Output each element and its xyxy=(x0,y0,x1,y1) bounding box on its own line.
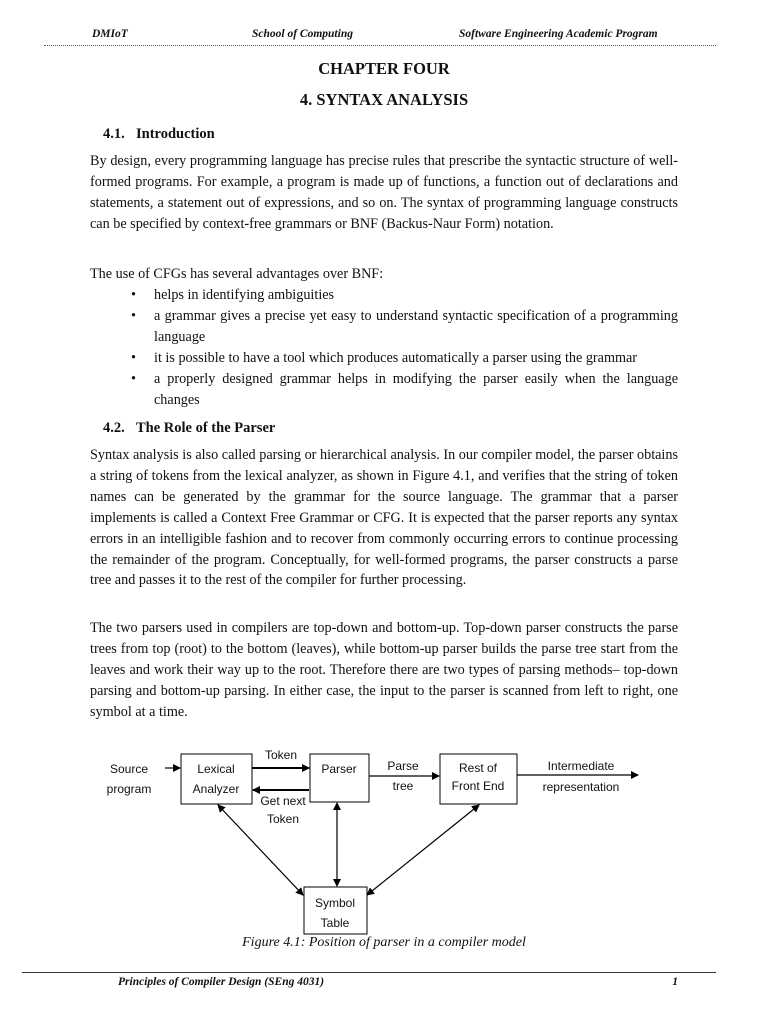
header-program: Software Engineering Academic Program xyxy=(459,28,658,40)
program-label: program xyxy=(106,782,152,796)
list-item: • a grammar gives a precise yet easy to understand syntactic specification of a programming language xyxy=(130,306,678,348)
advantages-list xyxy=(130,285,678,410)
list-item: • a properly designed grammar helps in modifying the parser easily when the language changes xyxy=(130,369,678,411)
section-number: 4.1. xyxy=(103,126,125,142)
intermediate-label: Intermediate xyxy=(547,759,615,773)
footer-divider xyxy=(22,972,716,973)
cfg-advantages-lead: The use of CFGs has several advantages over BNF: xyxy=(90,266,384,282)
parser-label: Parser xyxy=(321,762,357,776)
figure-caption: Figure 4.1: Position of parser in a compiler model xyxy=(242,935,526,950)
analyzer-label: Analyzer xyxy=(192,782,240,796)
running-footer xyxy=(118,976,678,988)
parsers-paragraph: The two parsers used in compilers are top-down and bottom-up. Top-down parser constructs the parse trees from top (root) to the bottom (leaves), while bottom-up parser builds the parse tree start from the leaves and work their way up to the root. Therefore there are two types of parsing methods– top-down parsing and bottom-up parsing. In either case, the input to the parser is scanned from left to right, one symbol at a time. xyxy=(90,620,678,720)
header-school: School of Computing xyxy=(252,28,353,40)
get-next-label: Get next xyxy=(260,794,306,808)
list-item: • it is possible to have a tool which produces automatically a parser using the grammar xyxy=(130,348,678,369)
lexical-label: Lexical xyxy=(197,762,235,776)
intro-paragraph: By design, every programming language has precise rules that prescribe the syntactic structure of well-formed programs. For example, a program is made up of functions, a function out of declarations and statements, a statement out of expressions, and so on. The syntax of programming language constructs can be specified by context-free grammars or BNF (Backus-Naur Form) notation. xyxy=(90,153,678,232)
section-heading-introduction xyxy=(103,126,215,143)
page-number: 1 xyxy=(672,976,678,988)
source-label: Source xyxy=(109,762,149,776)
footer-course: Principles of Compiler Design (SEng 4031) xyxy=(118,976,325,988)
header-divider xyxy=(44,45,716,46)
list-item: • helps in identifying ambiguities xyxy=(130,285,678,306)
representation-label: representation xyxy=(542,780,620,794)
section-number: 4.2. xyxy=(103,420,125,436)
chapter-title: 4. SYNTAX ANALYSIS xyxy=(299,90,469,109)
chapter-label: CHAPTER FOUR xyxy=(318,59,450,78)
symbol-label: Symbol xyxy=(314,896,356,910)
tree-label: tree xyxy=(392,779,414,793)
parse-label: Parse xyxy=(387,759,419,773)
front-end-symbol-arrow xyxy=(367,805,479,895)
role-paragraph: Syntax analysis is also called parsing or hierarchical analysis. In our compiler model, the parser obtains a string of tokens from the lexical analyzer, as shown in Figure 4.1, and verifies that the string of token names can be generated by the grammar for the source language. The grammar that a parser implements is called a Context Free Grammar or CFG. It is expected that the parser reports any syntax errors in an intelligible fashion and to recover from commonly occurring errors to continue processing the remainder of the program. Conceptually, for well-formed programs, the parser constructs a parse tree and passes it to the rest of the compiler for further processing. xyxy=(90,447,678,589)
front-end-label: Front End xyxy=(451,779,505,793)
compiler-model-diagram xyxy=(90,735,678,940)
get-next-token-label: Token xyxy=(266,812,300,826)
rest-of-label: Rest of xyxy=(458,761,498,775)
running-header xyxy=(44,26,716,44)
section-title: The Role of the Parser xyxy=(136,420,276,436)
token-label: Token xyxy=(264,748,298,762)
section-heading-role-of-parser xyxy=(103,420,275,437)
section-title: Introduction xyxy=(136,126,215,142)
table-label: Table xyxy=(320,916,350,930)
header-institution: DMIoT xyxy=(92,28,128,40)
